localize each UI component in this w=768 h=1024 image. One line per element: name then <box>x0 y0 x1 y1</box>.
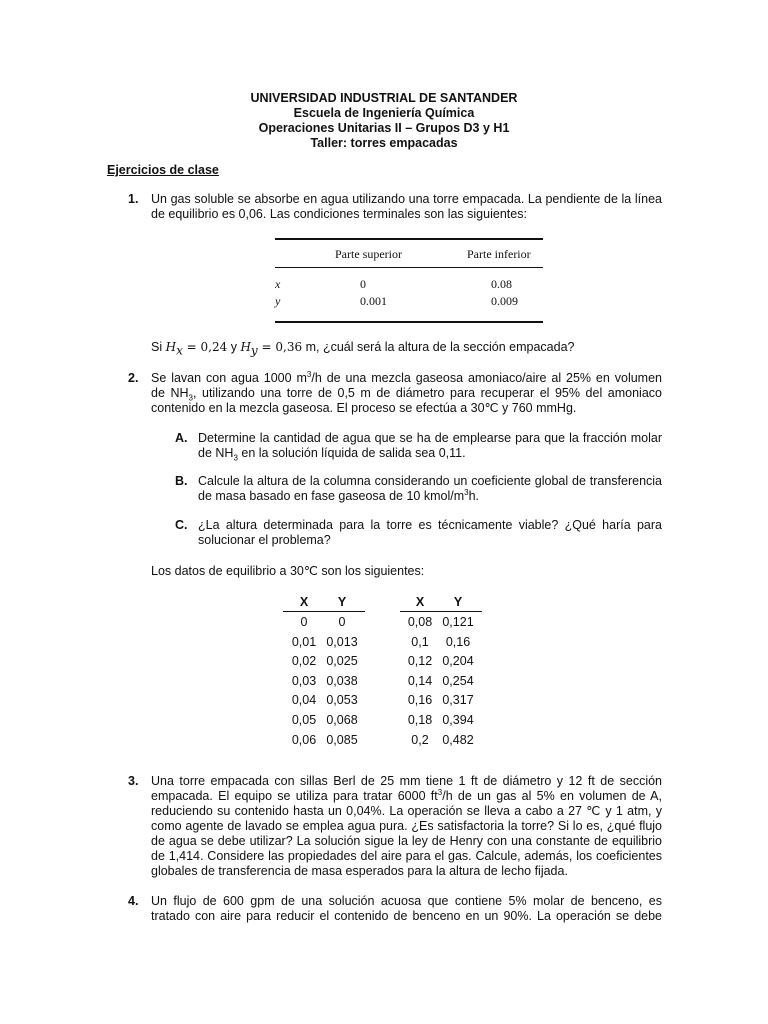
right-header-x: X <box>415 595 425 609</box>
exercise-1-number: 1. <box>128 192 139 206</box>
exercise-2-line-3: contenido en la mezcla gaseosa. El proceso se efectúa a 30℃ y 760 mmHg. <box>151 401 577 415</box>
part-a-line-2: de $NH_3$ en la solución líquida de salida sea 0,11. <box>198 446 466 463</box>
right-header-y: Y <box>453 595 463 609</box>
exercise-1-question: Si $H_x = 0,24$ y $H_y = 0,36$ m, ¿cuál será la altura de la sección empacada? <box>151 340 575 358</box>
exercise-3-line-6: de 1,414. Considere las propiedades del aire para el gas. Calcule, además, los coeficientes <box>151 849 662 863</box>
section-title: Ejercicios de clase <box>107 163 219 177</box>
right-cell-y: 0,254 <box>442 673 474 688</box>
right-cell-x: 0,08 <box>407 615 433 629</box>
cell-y-bottom: 0.009 <box>491 294 518 308</box>
right-cell-y: 0,16 <box>445 634 471 649</box>
left-cell-y: 0,025 <box>326 654 358 669</box>
left-cell-x: 0,03 <box>291 673 317 688</box>
right-cell-x: 0,16 <box>407 693 433 708</box>
equilibrium-intro: Los datos de equilibrio a 30℃ son los siguientes: <box>151 564 425 578</box>
exercise-3-line-2: empacada. El equipo se utiliza para tratar 6000 $ft^3/h$ de un gas al 5% en volumen de A, <box>151 787 662 803</box>
left-cell-y: 0,085 <box>326 732 358 747</box>
left-cell-x: 0,01 <box>291 634 317 649</box>
col-header-top: Parte superior <box>335 247 402 261</box>
left-cell-y: 0,038 <box>326 673 358 688</box>
exercise-3-line-4: como agente de lavado se emplea agua pura. ¿Es satisfactoria la torre? Si lo es, ¿qué flujo <box>151 819 662 833</box>
right-cell-y: 0,482 <box>442 732 474 747</box>
part-b-letter: B. <box>175 474 188 488</box>
course-name: Operaciones Unitarias II – Grupos D3 y H1 <box>258 121 510 135</box>
exercise-4-number: 4. <box>128 894 139 908</box>
school-name: Escuela de Ingeniería Química <box>293 106 475 120</box>
left-header-y: Y <box>337 595 347 609</box>
row-label-x: x <box>275 277 281 291</box>
exercise-3-line-1: Una torre empacada con sillas Berl de 25 mm tiene 1 ft de diámetro y 12 ft de sección <box>151 774 662 788</box>
left-cell-y: 0,068 <box>326 713 358 727</box>
exercise-3-line-5: de agua se debe utilizar? La solución sigue la ley de Henry con una constante de equilibrio <box>151 834 662 848</box>
part-a-line-1: Determine la cantidad de agua que se ha de emplearse para que la fracción molar <box>198 431 662 445</box>
left-header-x: X <box>299 595 309 609</box>
exercise-2-number: 2. <box>128 371 139 385</box>
exercise-1-text: Un gas soluble se absorbe en agua utilizando una torre empacada. La pendiente de la línea de equilibrio es 0,06. Las condiciones terminales son las siguientes: <box>151 192 662 222</box>
exercise-4-line-1: Un flujo de 600 gpm de una solución acuosa que contiene 5% molar de benceno, es <box>151 894 662 908</box>
university-name: UNIVERSIDAD INDUSTRIAL DE SANTANDER <box>250 91 518 105</box>
right-cell-y: 0,394 <box>442 713 474 727</box>
part-a-letter: A. <box>175 431 188 445</box>
exercise-3-number: 3. <box>128 774 139 788</box>
exercise-4-line-2: tratado con aire para reducir el contenido de benceno en un 90%. La operación se debe <box>151 909 662 923</box>
right-cell-y: 0,317 <box>442 693 474 708</box>
right-cell-y: 0,121 <box>442 615 474 629</box>
right-header-rule <box>400 611 482 612</box>
col-header-bottom: Parte inferior <box>467 247 531 261</box>
left-cell-x: 0,02 <box>291 654 317 669</box>
workshop-title: Taller: torres empacadas <box>310 136 458 150</box>
exercise-3-line-7: globales de transferencia de masa esperados para la altura de lecho fijada. <box>151 864 568 878</box>
exercise-2-line-2: de $NH_3$, utilizando una torre de 0,5 m de diámetro para recuperar el 95% del amoniaco <box>151 386 662 403</box>
table-rule-bottom <box>275 321 543 323</box>
right-cell-x: 0,2 <box>411 732 429 747</box>
part-c-line-1: ¿La altura determinada para la torre es técnicamente viable? ¿Qué haría para <box>198 518 662 532</box>
part-b-line-2: de masa basado en fase gaseosa de 10 kmol/$m^3h$. <box>198 487 480 503</box>
right-cell-x: 0,1 <box>411 634 429 649</box>
left-cell-y: 0,053 <box>326 693 358 708</box>
left-cell-y: 0 <box>338 615 346 629</box>
table-rule-top <box>275 238 543 240</box>
left-cell-x: 0 <box>300 615 308 629</box>
exercise-3-line-3: reduciendo su contenido hasta un 0,04%. La operación se lleva a cabo a 27 ℃ y 1 atm, y <box>151 804 662 818</box>
part-c-letter: C. <box>175 518 188 532</box>
left-header-rule <box>283 611 365 612</box>
right-cell-x: 0,12 <box>407 654 433 669</box>
row-label-y: y <box>275 294 281 308</box>
left-cell-x: 0,04 <box>291 693 317 708</box>
left-cell-x: 0,06 <box>291 732 317 747</box>
table-rule-mid <box>275 267 543 268</box>
cell-x-bottom: 0.08 <box>491 277 512 291</box>
right-cell-x: 0,14 <box>407 673 433 688</box>
part-c-line-2: solucionar el problema? <box>198 533 331 547</box>
right-cell-x: 0,18 <box>407 713 433 727</box>
exercise-2-line-1: Se lavan con agua 1000 $m^3/h$ de una mezcla gaseosa amoniaco/aire al 25% en volumen <box>151 369 662 385</box>
left-cell-x: 0,05 <box>291 713 317 727</box>
cell-y-top: 0.001 <box>360 294 387 308</box>
cell-x-top: 0 <box>360 277 366 291</box>
part-b-line-1: Calcule la altura de la columna considerando un coeficiente global de transferencia <box>198 474 662 488</box>
left-cell-y: 0,013 <box>326 634 358 649</box>
right-cell-y: 0,204 <box>442 654 474 669</box>
